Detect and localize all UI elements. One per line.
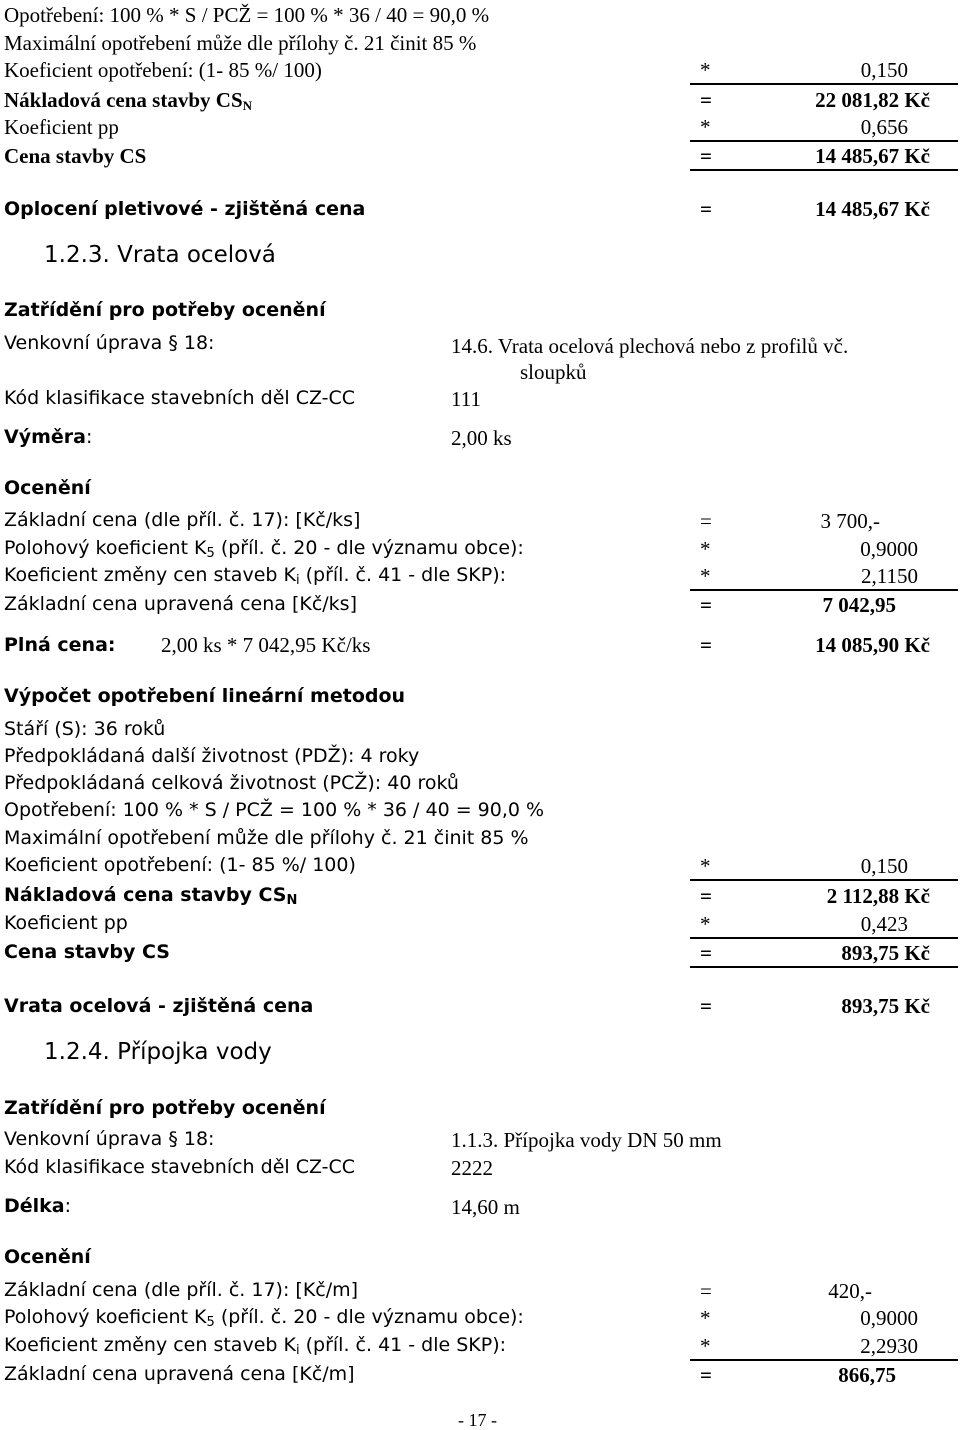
adjusted-base-price-operator: = [700, 1363, 712, 1387]
adjusted-base-price-label: Základní cena upravená cena [Kč/ks] [4, 593, 357, 615]
building-price-label: Cena stavby CS [4, 144, 147, 168]
full-price-calculation: 2,00 ks * 7 042,95 Kč/ks [161, 633, 371, 657]
pp-coefficient-value: 0,423 [860, 912, 908, 936]
paragraph-icon: § [168, 1128, 178, 1150]
max-wear-line: Maximální opotřebení může dle přílohy č. 21 činit 85 % [4, 31, 477, 55]
cost-price-label: Nákladová cena stavby $CS_N$ [4, 884, 298, 908]
price-change-coefficient-operator: * [700, 1334, 711, 1358]
divider-line [690, 937, 958, 939]
pp-coefficient-value: 0,656 [860, 115, 908, 139]
divider-line [690, 966, 958, 968]
location-coefficient-value: 0,9000 [860, 537, 918, 561]
cost-price-value: 22 081,82 Kč [815, 88, 930, 112]
area-value: 2,00 ks [451, 426, 512, 450]
location-coefficient-value: 0,9000 [860, 1306, 918, 1330]
building-price-value: 893,75 Kč [841, 941, 930, 965]
outdoor-work-label: Venkovní úprava § 18: [4, 332, 215, 354]
section-heading: 1.2.4. Přípojka vody [44, 1039, 272, 1065]
wear-coefficient-label: Koeficient opotřebení: (1- 85 %/ 100) [4, 58, 322, 82]
base-price-operator: = [700, 509, 712, 533]
location-coefficient-label: Polohový koeficient $K_5$ (příl. č. 20 - dle významu obce): [4, 537, 524, 561]
fence-determined-price-label: Oplocení pletivové - zjištěná cena [4, 198, 366, 220]
price-change-coefficient-label: Koeficient změny cen staveb $K_i$ (příl. č. 41 - dle SKP): [4, 564, 507, 588]
divider-line [690, 169, 958, 171]
building-price-label: Cena stavby CS [4, 941, 170, 963]
divider-line [690, 1359, 958, 1361]
page-number: - 17 - [458, 1410, 497, 1430]
paragraph-icon: § [168, 332, 178, 354]
base-price-value: 420,- [828, 1279, 872, 1303]
outdoor-work-value: 1.1.3. Přípojka vody DN 50 mm [451, 1128, 722, 1152]
price-change-coefficient-value: 2,2930 [860, 1334, 918, 1358]
building-price-operator: = [700, 941, 712, 965]
cost-price-operator: = [700, 884, 712, 908]
base-price-label: Základní cena (dle příl. č. 17): [Kč/ks] [4, 509, 361, 531]
building-price-operator: = [700, 144, 712, 168]
wear-calc-line: Opotřebení: 100 % * S / PCŽ = 100 % * 36 / 40 = 90,0 % [4, 799, 545, 821]
adjusted-base-price-operator: = [700, 593, 712, 617]
remaining-life-line: Předpokládaná další životnost (PDŽ): 4 roky [4, 745, 420, 767]
building-price-value: 14 485,67 Kč [815, 144, 930, 168]
cost-price-label: Nákladová cena stavby $CS_N$ [4, 88, 253, 113]
location-coefficient-operator: * [700, 537, 711, 561]
valuation-heading: Ocenění [4, 477, 91, 499]
classification-code-label: Kód klasifikace stavebních děl CZ-CC [4, 387, 356, 409]
base-price-value: 3 700,- [820, 509, 880, 533]
classification-heading: Zatřídění pro potřeby ocenění [4, 299, 326, 321]
full-price-value: 14 085,90 Kč [815, 633, 930, 657]
full-price-label: Plná cena: [4, 634, 116, 656]
adjusted-base-price-value: 866,75 [838, 1363, 896, 1387]
pp-coefficient-label: Koeficient pp [4, 912, 128, 934]
area-label: Výměra: [4, 426, 93, 448]
divider-line [690, 140, 958, 142]
gate-determined-price-operator: = [700, 994, 712, 1018]
wear-coefficient-value: 0,150 [860, 58, 908, 82]
max-wear-line: Maximální opotřebení může dle přílohy č. 21 činit 85 % [4, 827, 529, 849]
wear-coefficient-operator: * [700, 58, 711, 82]
gate-determined-price-value: 893,75 Kč [841, 994, 930, 1018]
base-price-label: Základní cena (dle příl. č. 17): [Kč/m] [4, 1279, 359, 1301]
divider-line [690, 589, 958, 591]
cost-price-value: 2 112,88 Kč [826, 884, 930, 908]
pp-coefficient-label: Koeficient pp [4, 115, 119, 139]
gate-determined-price-label: Vrata ocelová - zjištěná cena [4, 995, 314, 1017]
pp-coefficient-operator: * [700, 912, 711, 936]
base-price-operator: = [700, 1279, 712, 1303]
price-change-coefficient-label: Koeficient změny cen staveb $K_i$ (příl. č. 41 - dle SKP): [4, 1334, 507, 1358]
full-price-operator: = [700, 633, 712, 657]
length-value: 14,60 m [451, 1195, 520, 1219]
wear-coefficient-operator: * [700, 854, 711, 878]
price-change-coefficient-operator: * [700, 564, 711, 588]
fence-determined-price-operator: = [700, 197, 712, 221]
wear-coefficient-label: Koeficient opotřebení: (1- 85 %/ 100) [4, 854, 356, 876]
length-label: Délka: [4, 1195, 72, 1217]
divider-line [690, 83, 958, 85]
price-change-coefficient-value: 2,1150 [861, 564, 918, 588]
total-life-line: Předpokládaná celková životnost (PCŽ): 40 roků [4, 772, 459, 794]
cost-price-operator: = [700, 88, 712, 112]
classification-heading: Zatřídění pro potřeby ocenění [4, 1097, 326, 1119]
classification-code-value: 111 [451, 387, 481, 411]
adjusted-base-price-label: Základní cena upravená cena [Kč/m] [4, 1363, 355, 1385]
wear-coefficient-value: 0,150 [860, 854, 908, 878]
section-heading: 1.2.3. Vrata ocelová [44, 242, 276, 268]
adjusted-base-price-value: 7 042,95 [822, 593, 896, 617]
fence-determined-price-value: 14 485,67 Kč [815, 197, 930, 221]
divider-line [690, 879, 958, 881]
pp-coefficient-operator: * [700, 115, 711, 139]
outdoor-work-value-cont: sloupků [520, 360, 587, 384]
classification-code-value: 2222 [451, 1156, 493, 1180]
age-line: Stáří (S): 36 roků [4, 718, 166, 740]
location-coefficient-label: Polohový koeficient $K_5$ (příl. č. 20 - dle významu obce): [4, 1306, 524, 1330]
classification-code-label: Kód klasifikace stavebních děl CZ-CC [4, 1156, 356, 1178]
outdoor-work-label: Venkovní úprava § 18: [4, 1128, 215, 1150]
linear-wear-heading: Výpočet opotřebení lineární metodou [4, 685, 406, 707]
wear-calc-line: Opotřebení: 100 % * S / PCŽ = 100 % * 36 / 40 = 90,0 % [4, 3, 490, 27]
valuation-heading: Ocenění [4, 1246, 91, 1268]
location-coefficient-operator: * [700, 1306, 711, 1330]
outdoor-work-value: 14.6. Vrata ocelová plechová nebo z profilů vč. [451, 334, 849, 358]
